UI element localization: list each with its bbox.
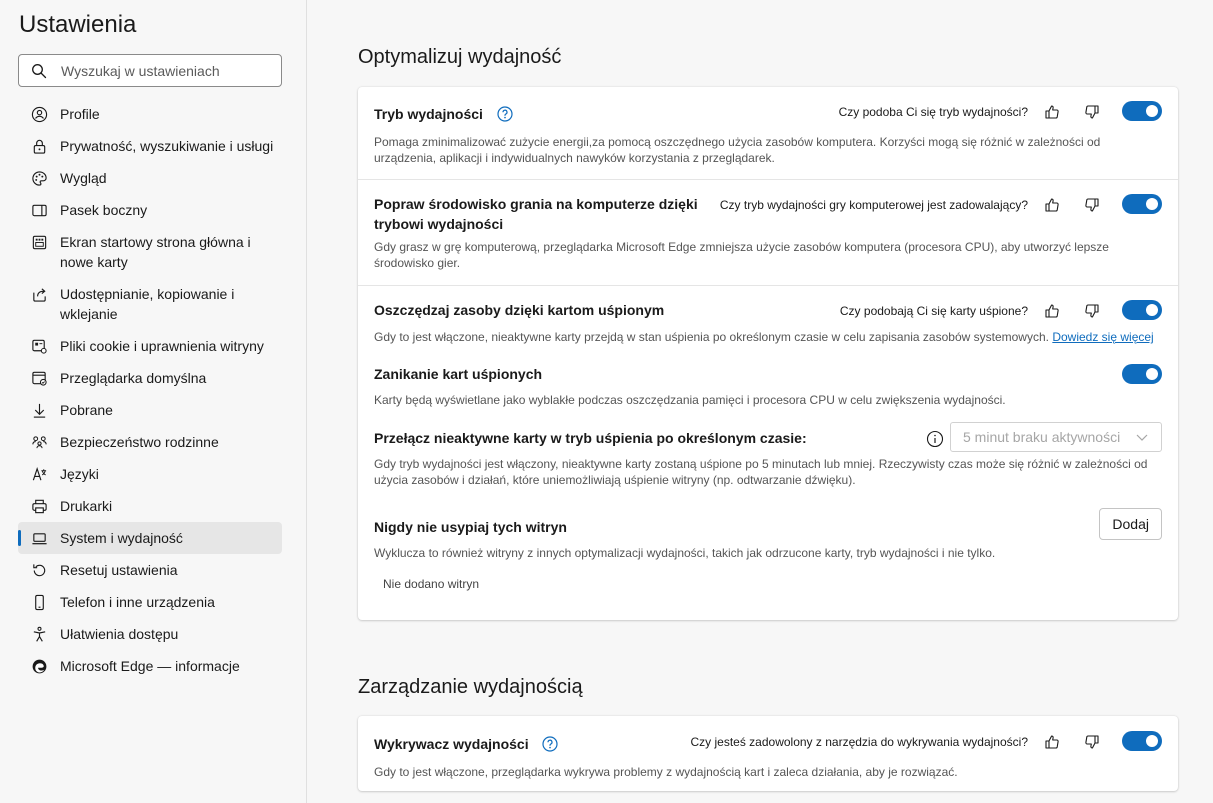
sleeping-tabs-toggle[interactable]	[1122, 300, 1162, 320]
sidebar-item-start-page[interactable]	[18, 226, 282, 278]
accessibility-icon	[30, 625, 48, 643]
detector-desc: Gdy to jest włączone, przeglądarka wykrywa problemy z wydajnością kart i zaleca działania, aby je rozwiązać.	[374, 765, 958, 779]
profile-icon	[30, 105, 48, 123]
sleeping-tabs-desc	[374, 329, 1162, 345]
never-sleep-desc: Wyklucza to również witryny z innych optymalizacji wydajności, takich jak odrzucone karty, tryb wydajności i nie tylko.	[374, 546, 996, 560]
sidebar-item-languages[interactable]	[18, 458, 282, 490]
search-input[interactable]	[61, 63, 261, 79]
language-icon	[30, 465, 48, 483]
sidebar-item-reset[interactable]	[18, 554, 282, 586]
add-site-button[interactable]: Dodaj	[1099, 508, 1162, 540]
section-title-management: Zarządzanie wydajnością	[358, 676, 583, 698]
download-icon	[30, 401, 48, 419]
fade-tabs-toggle[interactable]	[1122, 364, 1162, 384]
lock-icon	[30, 137, 48, 155]
sidebar-item-printers[interactable]	[18, 490, 282, 522]
sidebar-item-family[interactable]	[18, 426, 282, 458]
sidebar-item-label: Języki	[60, 466, 99, 482]
timeout-title: Przełącz nieaktywne karty w tryb uśpienia po określonym czasie:	[374, 430, 807, 446]
fade-tabs-title: Zanikanie kart uśpionych	[374, 366, 543, 382]
detector-title-wrap	[374, 734, 558, 754]
efficiency-feedback	[839, 104, 1100, 120]
management-card	[358, 716, 1178, 791]
learn-more-link[interactable]: Dowiedz się więcej	[1052, 330, 1154, 344]
sleep-timeout-dropdown[interactable]	[950, 422, 1162, 452]
efficiency-mode-title: Tryb wydajności	[374, 106, 483, 122]
search-icon	[31, 63, 47, 79]
home-grid-icon	[30, 233, 48, 251]
feedback-question: Czy podobają Ci się karty uśpione?	[839, 304, 1028, 318]
sidebar-item-label: Bezpieczeństwo rodzinne	[60, 434, 219, 450]
sidebar-item-label: Ekran startowy strona główna i nowe karty	[60, 234, 251, 270]
fade-tabs-desc: Karty będą wyświetlane jako wyblakłe podczas oszczędzania pamięci i procesora CPU w celu zwiększenia wydajności.	[374, 393, 1006, 407]
timeout-desc: Gdy tryb wydajności jest włączony, nieaktywne karty zostaną uśpione po 5 minutach lub mniej. Rzeczywisty czas może się różnić w zależności od użycia zasobów i działań, które uniemożliwiają uśpienie witryny (np. odtwarzanie dźwięku).	[374, 457, 1148, 487]
sidebar-item-label: Pliki cookie i uprawnienia witryny	[60, 338, 264, 354]
cookie-permissions-icon	[30, 337, 48, 355]
sidebar-item-phone[interactable]	[18, 586, 282, 618]
thumbs-down-icon[interactable]	[1084, 104, 1100, 120]
sleeping-feedback	[840, 303, 1100, 319]
sleeping-tabs-group	[358, 285, 1178, 620]
thumbs-down-icon[interactable]	[1084, 734, 1100, 750]
sidebar-item-share[interactable]	[18, 278, 282, 330]
settings-sidebar	[0, 0, 307, 803]
help-icon[interactable]	[542, 736, 558, 752]
sidebar-title: Ustawienia	[19, 11, 137, 38]
feedback-question: Czy podoba Ci się tryb wydajności?	[838, 105, 1028, 119]
thumbs-up-icon[interactable]	[1044, 197, 1060, 213]
printer-icon	[30, 497, 48, 515]
settings-content	[308, 0, 1213, 803]
laptop-icon	[30, 529, 48, 547]
thumbs-up-icon[interactable]	[1044, 104, 1060, 120]
thumbs-down-icon[interactable]	[1084, 303, 1100, 319]
info-icon[interactable]	[926, 430, 944, 448]
efficiency-mode-row	[358, 87, 1178, 179]
feedback-question: Czy tryb wydajności gry komputerowej jest zadowalający?	[719, 198, 1028, 212]
detector-feedback	[691, 734, 1101, 750]
sidebar-item-label: Profile	[60, 106, 100, 122]
settings-search-box[interactable]	[18, 54, 282, 87]
thumbs-up-icon[interactable]	[1044, 303, 1060, 319]
sidebar-item-label: Telefon i inne urządzenia	[60, 594, 215, 610]
sidebar-item-about[interactable]	[18, 650, 282, 682]
sidebar-item-label: Pobrane	[60, 402, 113, 418]
feedback-question: Czy jesteś zadowolony z narzędzia do wykrywania wydajności?	[690, 735, 1028, 749]
thumbs-down-icon[interactable]	[1084, 197, 1100, 213]
efficiency-mode-desc: Pomaga zminimalizować zużycie energii,za pomocą oszczędnego użycia zasobów komputera. Korzyści mogą się różnić w zależności od urządzenia, aplikacji i indywidualnych nawyków korzystania z przeglądarek.	[374, 135, 1101, 165]
thumbs-up-icon[interactable]	[1044, 734, 1060, 750]
edge-logo-icon	[30, 657, 48, 675]
sidebar-item-cookies[interactable]	[18, 330, 282, 362]
gaming-row	[358, 179, 1178, 285]
sidebar-item-appearance[interactable]	[18, 162, 282, 194]
help-icon[interactable]	[497, 106, 513, 122]
sidebar-item-privacy[interactable]	[18, 130, 282, 162]
never-sleep-title: Nigdy nie usypiaj tych witryn	[374, 519, 567, 535]
sidebar-panel-icon	[30, 201, 48, 219]
detector-title: Wykrywacz wydajności	[374, 736, 529, 752]
gaming-title: Popraw środowisko grania na komputerze dzięki trybowi wydajności	[374, 196, 698, 232]
sidebar-item-label: Przeglądarka domyślna	[60, 370, 207, 386]
sidebar-item-label: Microsoft Edge — informacje	[60, 658, 240, 674]
sidebar-item-sidebar[interactable]	[18, 194, 282, 226]
gaming-toggle[interactable]	[1122, 194, 1162, 214]
settings-nav	[18, 98, 282, 682]
sidebar-item-label: Resetuj ustawienia	[60, 562, 178, 578]
gaming-desc: Gdy grasz w grę komputerową, przeglądarka Microsoft Edge zmniejsza użycie zasobów komputera (procesora CPU), aby utworzyć lepsze środowisko gier.	[374, 240, 1109, 270]
dropdown-value: 5 minut braku aktywności	[963, 429, 1121, 445]
default-browser-icon	[30, 369, 48, 387]
no-sites-text: Nie dodano witryn	[383, 577, 480, 591]
chevron-down-icon	[1135, 430, 1149, 444]
sidebar-item-downloads[interactable]	[18, 394, 282, 426]
sleeping-desc-text: Gdy to jest włączone, nieaktywne karty przejdą w stan uśpienia po określonym czasie w celu zapisania zasobów systemowych.	[374, 330, 1049, 344]
efficiency-mode-title-wrap	[374, 104, 513, 124]
sidebar-item-label: Wygląd	[60, 170, 107, 186]
palette-icon	[30, 169, 48, 187]
sidebar-item-label: System i wydajność	[60, 530, 183, 546]
sidebar-item-label: Udostępnianie, kopiowanie i wklejanie	[60, 286, 235, 322]
reset-icon	[30, 561, 48, 579]
sidebar-item-label: Prywatność, wyszukiwanie i usługi	[60, 138, 274, 154]
sidebar-item-system[interactable]	[18, 522, 282, 554]
section-title-optimize: Optymalizuj wydajność	[358, 46, 562, 68]
performance-card	[358, 87, 1178, 620]
sidebar-item-accessibility[interactable]	[18, 618, 282, 650]
efficiency-mode-toggle[interactable]	[1122, 101, 1162, 121]
sidebar-item-label: Pasek boczny	[60, 202, 148, 218]
sleeping-tabs-title: Oszczędzaj zasoby dzięki kartom uśpionym	[374, 302, 665, 318]
gaming-feedback	[720, 197, 1100, 213]
sidebar-item-label: Drukarki	[60, 498, 113, 514]
share-icon	[30, 285, 48, 303]
family-icon	[30, 433, 48, 451]
detector-row	[358, 716, 1178, 791]
phone-icon	[30, 593, 48, 611]
sidebar-item-default-browser[interactable]	[18, 362, 282, 394]
sidebar-item-label: Ułatwienia dostępu	[60, 626, 179, 642]
detector-toggle[interactable]	[1122, 731, 1162, 751]
sidebar-item-profile[interactable]	[18, 98, 282, 130]
